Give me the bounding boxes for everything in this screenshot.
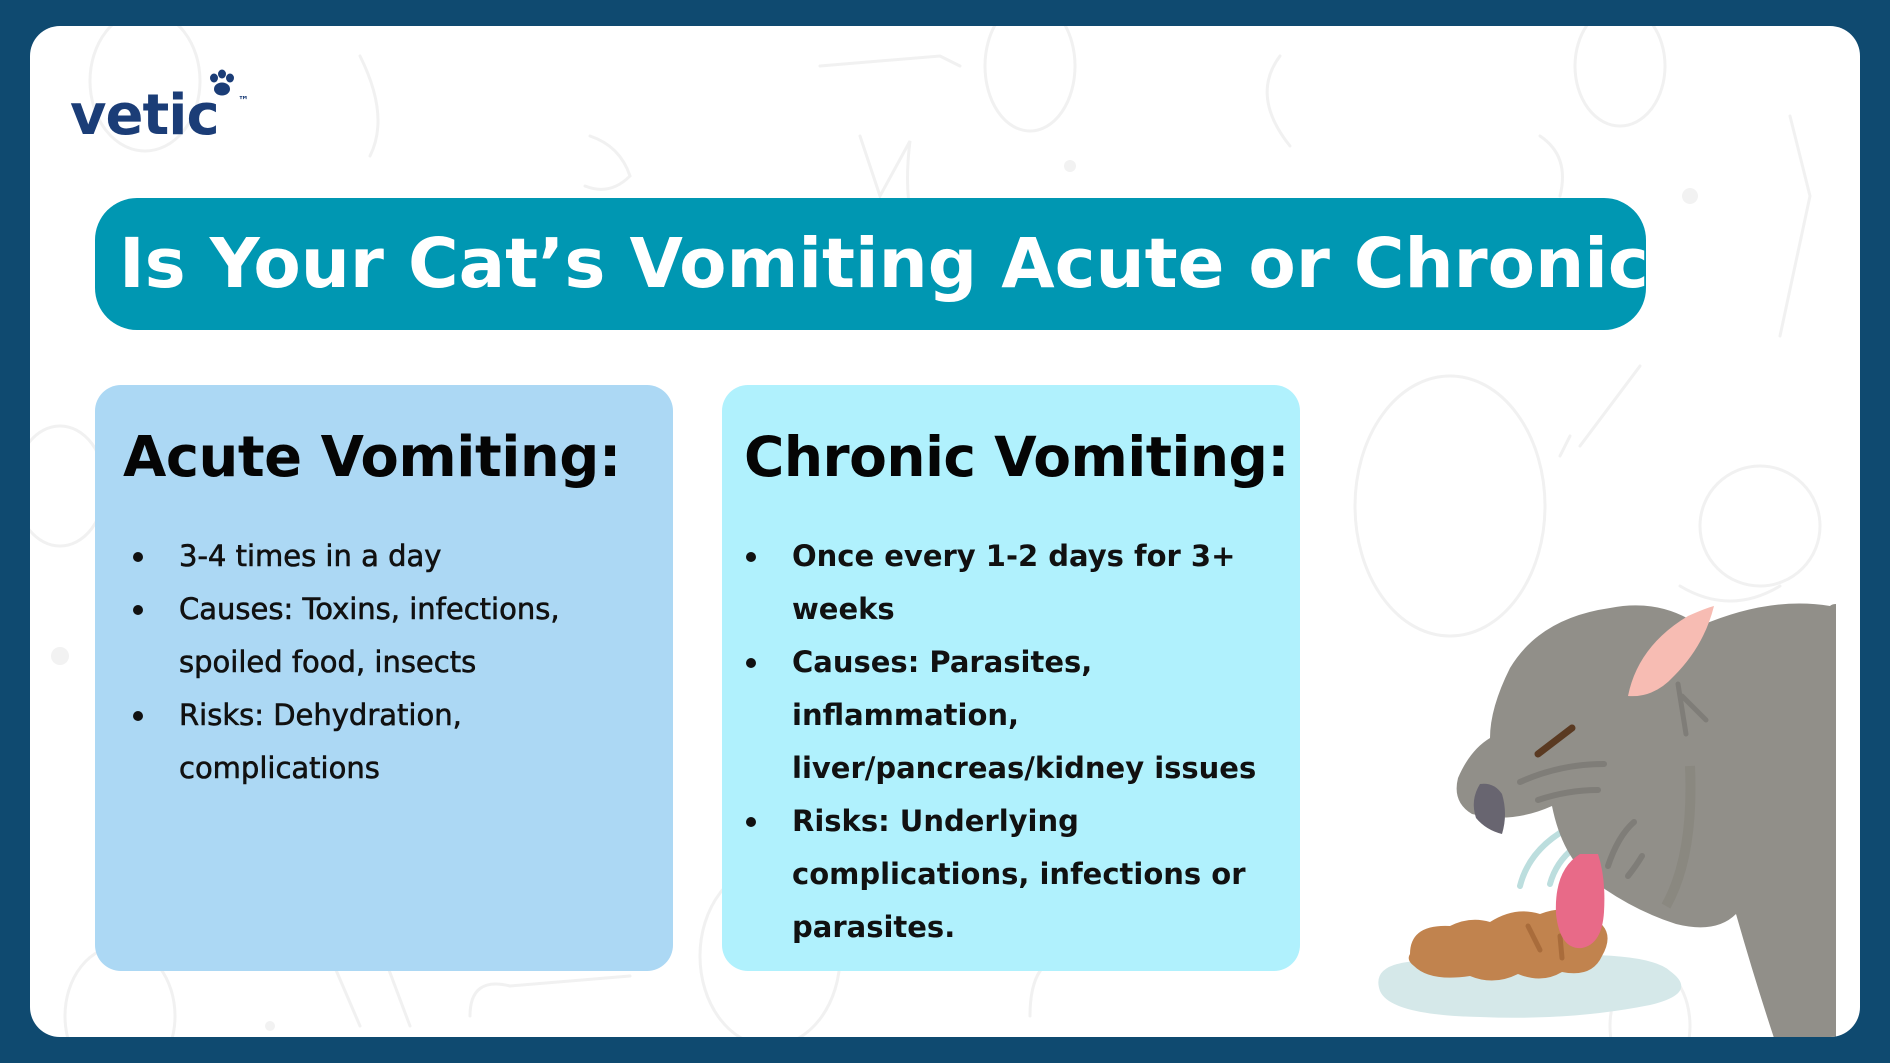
infographic-panel	[30, 26, 1860, 1037]
list-item	[746, 530, 1292, 636]
title-banner	[95, 198, 1689, 330]
list-item	[133, 583, 619, 689]
list-item-text: Causes: Parasites, inflammation, liver/pancreas/kidney issues	[792, 645, 1257, 785]
vomiting-cat-illustration	[1360, 566, 1860, 1037]
bullet-icon	[746, 552, 756, 562]
trademark-symbol: ™	[238, 94, 249, 107]
card-title: Chronic Vomiting:	[744, 425, 1289, 489]
list-item	[746, 795, 1292, 954]
list-item	[746, 636, 1292, 795]
list-item-text: Causes: Toxins, infections, spoiled food, insects	[179, 592, 560, 679]
list-item-text: Risks: Underlying complications, infections or parasites.	[792, 804, 1246, 944]
bullet-icon	[133, 711, 143, 721]
bullet-icon	[133, 552, 143, 562]
bullet-icon	[746, 658, 756, 668]
cat-tongue	[1556, 854, 1605, 948]
bullet-icon	[133, 605, 143, 615]
chronic-list	[746, 530, 1292, 954]
chronic-vomiting-card	[722, 385, 1300, 971]
page-title: Is Your Cat’s Vomiting Acute or Chronic?	[119, 224, 1689, 304]
list-item-text: Risks: Dehydration, complications	[179, 698, 462, 785]
acute-list	[133, 530, 619, 795]
list-item	[133, 530, 619, 583]
list-item	[133, 689, 619, 795]
card-title: Acute Vomiting:	[123, 425, 621, 490]
logo-wordmark: vetic	[70, 83, 219, 148]
acute-vomiting-card	[95, 385, 673, 971]
bullet-icon	[746, 817, 756, 827]
list-item-text: 3-4 times in a day	[179, 539, 442, 573]
list-item-text: Once every 1-2 days for 3+ weeks	[792, 539, 1236, 626]
